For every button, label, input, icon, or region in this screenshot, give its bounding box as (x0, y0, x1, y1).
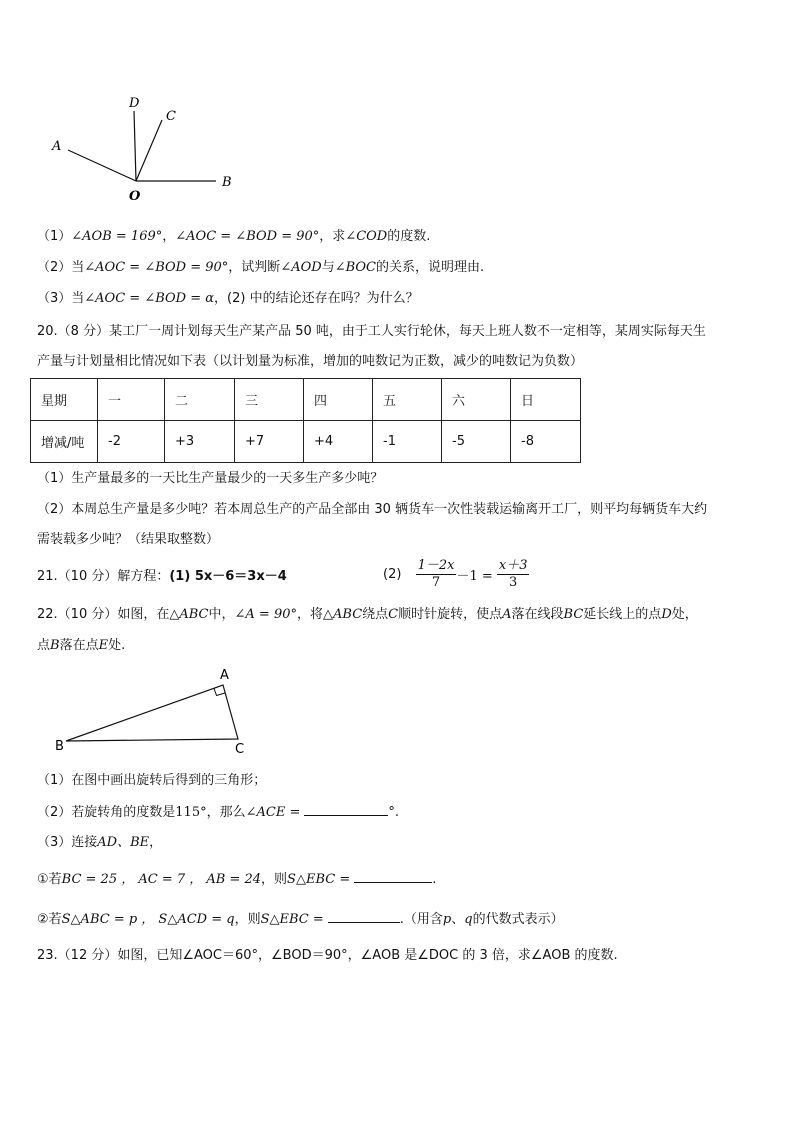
q21-eq2-prefix: (2) (383, 567, 402, 582)
q19-p2-mid1: ，试判断 (228, 260, 281, 275)
q22-math: E (98, 638, 109, 653)
fraction-2 (497, 558, 530, 591)
q22-math: 115° (175, 805, 207, 820)
q22-text: 落在点 (59, 638, 99, 653)
q22-math: △ABC (169, 607, 209, 622)
q22-part3 (37, 834, 162, 852)
ray-OA (68, 150, 136, 181)
q19-p1-mid: ，求 (319, 229, 346, 244)
label-C: C (235, 742, 245, 757)
q21-line (37, 568, 287, 586)
q22-text: ， (149, 835, 163, 850)
q22-math: S△EBC = (287, 872, 351, 887)
q22-math: S△EBC = (260, 912, 324, 927)
q19-p2-prefix: （2）当 (37, 260, 85, 275)
ray-OC (136, 120, 162, 181)
q21-eq2-mid: －1 = (456, 569, 493, 584)
q19-p1-math3: ∠COD (345, 229, 388, 244)
q19-p3-suffix: ，(2) 中的结论还存在吗？为什么？ (214, 291, 419, 306)
q22-math: BC (563, 607, 584, 622)
q22-text: .（用含 (399, 912, 443, 927)
label-O: O (129, 189, 141, 204)
label-B: B (55, 739, 64, 754)
q22-part2 (37, 803, 399, 822)
q23-text: 23.（12 分）如图，已知∠AOC＝60°，∠BOD＝90°，∠AOB 是∠DOC 的 3 倍，求∠AOB 的度数. (37, 948, 618, 963)
q22-text: （3）连接 (37, 835, 98, 850)
table-row (31, 379, 581, 421)
table-cell: 增减/吨 (31, 421, 98, 463)
q20-table (30, 378, 581, 463)
q22-text: 22.（10 分）如图，在 (37, 607, 170, 622)
q20-line2: 产量与计划量相比情况如下表（以计划量为标准，增加的吨数记为正数，减少的吨数记为负数） (37, 354, 584, 369)
q22-text: ①若 (37, 872, 62, 887)
q22-sub2 (37, 910, 564, 929)
table-cell: 日 (511, 379, 581, 421)
q19-p1-suffix: 的度数. (387, 229, 431, 244)
fraction-2-den: 3 (509, 575, 518, 590)
q19-p1-sep: ， (162, 229, 176, 244)
q22-text: ，将 (297, 607, 324, 622)
q22-text: 处. (108, 638, 126, 653)
q19-p3-math1: ∠AOC = ∠BOD = α (84, 291, 215, 306)
q22-math: D (661, 607, 672, 622)
q19-p3-prefix: （3）当 (37, 291, 85, 306)
q19-part2 (37, 259, 484, 277)
table-row (31, 421, 581, 463)
ray-OD (134, 111, 136, 181)
answer-blank[interactable] (304, 803, 388, 816)
q22-text: 的代数式表示） (472, 912, 564, 927)
answer-blank[interactable] (354, 870, 432, 883)
q22-sub1 (37, 870, 436, 889)
q22-text: 中， (208, 607, 235, 622)
table-cell: +4 (304, 421, 373, 463)
q22-text: 点 (37, 638, 51, 653)
q19-part1 (37, 228, 430, 246)
triangle-abc (66, 685, 238, 741)
table-cell: 一 (98, 379, 165, 421)
q22-text: 延长线上的点 (583, 607, 662, 622)
q22-part1: （1）在图中画出旋转后得到的三角形； (37, 773, 267, 788)
q21-eq1: (1) 5x－6＝3x－4 (169, 569, 287, 584)
table-cell: 六 (442, 379, 511, 421)
q22-math: A (502, 607, 512, 622)
q21-label: 21.（10 分）解方程： (37, 569, 170, 584)
q22-math: p (442, 912, 452, 927)
q22-text: ，那么 (206, 805, 246, 820)
q22-math: C (388, 607, 399, 622)
q19-p2-math2: ∠AOD (280, 260, 322, 275)
q22-text: ，则 (234, 912, 261, 927)
q22-math: AD、BE (97, 835, 150, 850)
q20-part1: （1）生产量最多的一天比生产量最少的一天多生产多少吨？ (37, 471, 384, 486)
label-D: D (129, 96, 140, 111)
q22-math: B (50, 638, 60, 653)
q19-p1-math1: ∠AOB = 169° (71, 229, 163, 244)
right-angle-mark (214, 688, 225, 695)
q22-text: . (432, 872, 437, 887)
answer-blank[interactable] (328, 910, 400, 923)
q22-text: 、 (451, 912, 465, 927)
q22-math: ∠A = 90° (234, 607, 297, 622)
q22-math: ∠ACE = (245, 805, 301, 820)
q22-text: ，则 (261, 872, 288, 887)
label-C: C (166, 109, 176, 124)
q22-line2 (37, 637, 125, 655)
label-A: A (220, 668, 229, 683)
table-cell: 四 (304, 379, 373, 421)
table-cell: -1 (373, 421, 442, 463)
table-cell: -5 (442, 421, 511, 463)
label-A: A (52, 139, 62, 154)
q19-p2-math3: ∠BOC (334, 260, 376, 275)
q22-math: q (464, 912, 473, 927)
q19-p2-suffix: 的关系，说明理由. (376, 260, 485, 275)
q22-text: 处， (671, 607, 698, 622)
table-cell: 星期 (31, 379, 98, 421)
q19-p1-prefix: （1） (37, 229, 72, 244)
table-cell: 三 (235, 379, 304, 421)
q22-text: 绕点 (362, 607, 389, 622)
label-B: B (222, 175, 232, 190)
q22-math: S△ABC = p ， S△ACD = q (61, 912, 235, 927)
q22-text: °. (388, 805, 400, 820)
q22-text: （2）若旋转角的度数是 (37, 805, 176, 820)
q20-part2-line1: （2）本周总生产量是多少吨？若本周总生产的产品全部由 30 辆货车一次性装载运输离开工厂，则平均每辆货车大约 (37, 502, 708, 517)
fraction-1-den: 7 (431, 575, 441, 590)
table-cell: +3 (165, 421, 235, 463)
q21-eq2 (383, 558, 529, 591)
q22-math: △ABC (323, 607, 363, 622)
fraction-2-num: x＋3 (498, 558, 528, 573)
q19-p1-math2: ∠AOC = ∠BOD = 90° (175, 229, 320, 244)
table-cell: -8 (511, 421, 581, 463)
fraction-1 (416, 558, 457, 591)
q19-p2-mid2: 与 (321, 260, 335, 275)
triangle-figure (48, 662, 268, 762)
table-cell: -2 (98, 421, 165, 463)
table-cell: 二 (165, 379, 235, 421)
q22-text: 落在线段 (511, 607, 564, 622)
q22-text: ②若 (37, 912, 62, 927)
q22-math: BC = 25 ， AC = 7 ， AB = 24 (61, 872, 262, 887)
fraction-1-num: 1－2x (417, 558, 455, 573)
q22-line1 (37, 606, 698, 624)
table-cell: 五 (373, 379, 442, 421)
q19-p2-math1: ∠AOC = ∠BOD = 90° (84, 260, 229, 275)
table-cell: +7 (235, 421, 304, 463)
q20-part2-line2: 需装载多少吨？（结果取整数） (37, 532, 220, 547)
q19-part3 (37, 290, 419, 308)
q20-line1: 20.（8 分）某工厂一周计划每天生产某产品 50 吨，由于工人实行轮休，每天上班人数不一定相等，某周实际每天生 (37, 324, 706, 339)
angle-figure (40, 90, 250, 210)
q22-text: 顺时针旋转，使点 (398, 607, 503, 622)
